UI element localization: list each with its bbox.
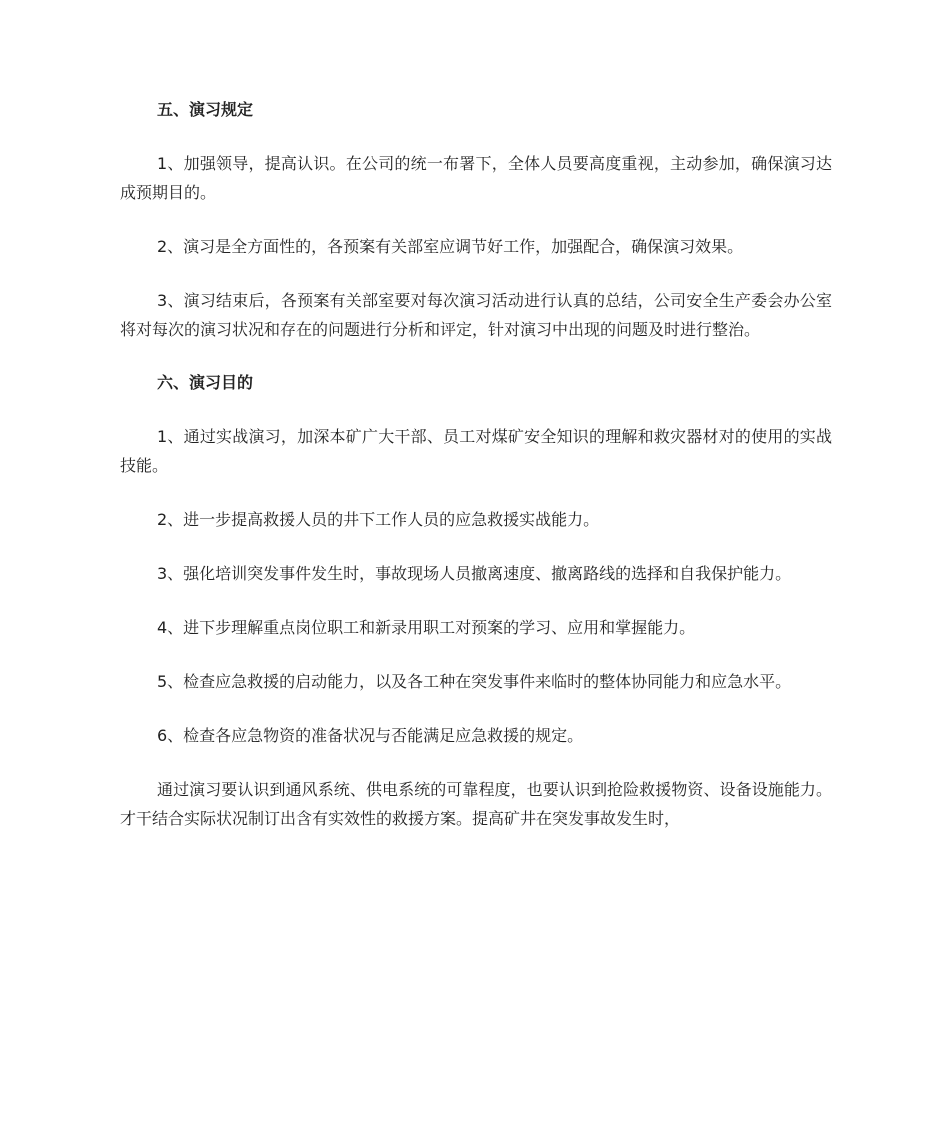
paragraph: 3、强化培训突发事件发生时，事故现场人员撤离速度、撤离路线的选择和自我保护能力。 (157, 564, 792, 583)
paragraph: 2、演习是全方面性的，各预案有关部室应调节好工作，加强配合，确保演习效果。 (157, 237, 744, 256)
paragraph: 4、进下步理解重点岗位职工和新录用职工对预案的学习、应用和掌握能力。 (157, 618, 696, 637)
paragraph: 5、检查应急救援的启动能力，以及各工种在突发事件来临时的整体协同能力和应急水平。 (157, 672, 792, 691)
paragraph: 2、进一步提高救援人员的井下工作人员的应急救援实战能力。 (157, 510, 600, 529)
paragraph: 1、通过实战演习，加深本矿广大干部、员工对煤矿安全知识的理解和救灾器材对的使用的实战技能。 (120, 427, 832, 475)
document-page (120, 96, 832, 858)
paragraph: 6、检查各应急物资的准备状况与否能满足应急救援的规定。 (157, 726, 584, 745)
paragraph: 1、加强领导，提高认识。在公司的统一布署下，全体人员要高度重视，主动参加，确保演习达成预期目的。 (120, 154, 832, 202)
paragraph: 通过演习要认识到通风系统、供电系统的可靠程度，也要认识到抢险救援物资、设备设施能力。才干结合实际状况制订出含有实效性的救援方案。提高矿井在突发事故发生时， (120, 780, 832, 828)
section-heading-drill-purpose: 六、演习目的 (157, 373, 254, 392)
section-heading-drill-rules: 五、演习规定 (157, 100, 254, 119)
paragraph: 3、演习结束后，各预案有关部室要对每次演习活动进行认真的总结，公司安全生产委会办公室将对每次的演习状况和存在的问题进行分析和评定，针对演习中出现的问题及时进行整治。 (120, 291, 832, 339)
